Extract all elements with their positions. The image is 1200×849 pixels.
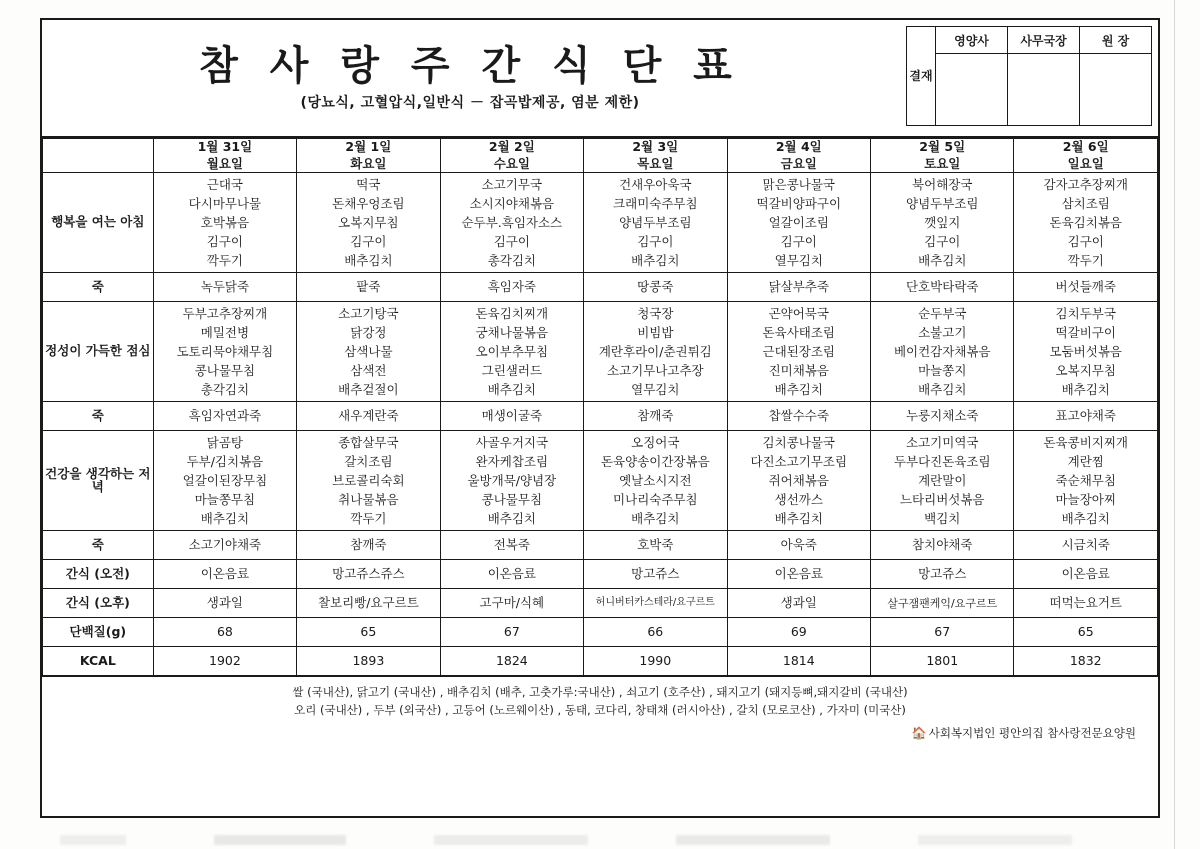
menu-item: 배추김치 [631, 511, 680, 526]
menu-item: 떡갈비구이 [1055, 325, 1116, 340]
menu-item: 쥐어채볶음 [768, 473, 829, 488]
day-date-tue: 2월 1일 [345, 139, 392, 154]
day-header-mon [153, 139, 296, 173]
menu-item: 백김치 [924, 511, 961, 526]
row-label-dinner: 건강을 생각하는 저녁 [43, 431, 154, 531]
protein-mon: 68 [153, 618, 296, 647]
breakfast-sun [1014, 173, 1158, 273]
menu-item: 다시마무나물 [188, 196, 262, 211]
menu-item: 청국장 [637, 306, 674, 321]
menu-item: 배추김치 [631, 253, 680, 268]
menu-item: 양념두부조림 [619, 215, 692, 230]
menu-item: 콩나물무침 [481, 492, 543, 507]
menu-item: 두부/김치볶음 [186, 454, 264, 469]
porridge3-sun: 시금치죽 [1014, 531, 1158, 560]
day-date-sat: 2월 5일 [919, 139, 966, 154]
porridge2-wed: 매생이굴죽 [440, 402, 583, 431]
menu-item: 총각김치 [487, 253, 536, 268]
menu-item: 오징어국 [631, 435, 680, 450]
menu-item: 김구이 [1067, 234, 1104, 249]
day-dow-wed: 수요일 [493, 155, 530, 171]
day-dow-sat: 토요일 [924, 155, 961, 171]
menu-item: 사골우거지국 [475, 435, 549, 450]
menu-item: 궁채나물볶음 [475, 325, 549, 340]
table-row-porridge-2 [43, 402, 1158, 431]
porridge3-wed: 전복죽 [440, 531, 583, 560]
menu-item: 돈육양송이간장볶음 [600, 454, 710, 469]
menu-item: 미나리숙주무침 [613, 492, 698, 507]
snack-am-fri: 이온음료 [727, 560, 870, 589]
menu-item: 깻잎지 [924, 215, 961, 230]
day-header-sat [871, 139, 1014, 173]
menu-item: 두부고추장찌개 [182, 306, 268, 321]
snack-pm-wed: 고구마/식혜 [440, 589, 583, 618]
kcal-thu: 1990 [584, 647, 727, 676]
menu-item: 열무김치 [774, 253, 823, 268]
porridge3-tue: 참깨죽 [297, 531, 440, 560]
menu-item: 오복지무침 [1055, 363, 1116, 378]
snack-am-sat: 망고쥬스 [871, 560, 1014, 589]
approval-label [906, 26, 936, 126]
menu-item: 진미채볶음 [768, 363, 829, 378]
day-date-mon: 1월 31일 [197, 139, 253, 154]
menu-item: 크래미숙주무침 [613, 196, 698, 211]
dinner-mon [153, 431, 296, 531]
menu-item: 생선까스 [774, 492, 823, 507]
day-header-thu [584, 139, 727, 173]
snack-am-sun: 이온음료 [1014, 560, 1158, 589]
kcal-wed: 1824 [440, 647, 583, 676]
day-dow-tue: 화요일 [350, 155, 387, 171]
dinner-sat [871, 431, 1014, 531]
organization-name: 사회복지법인 평안의집 참사랑전문요양원 [928, 725, 1136, 740]
menu-item: 삼색나물 [344, 344, 393, 359]
porridge2-sun: 표고야채죽 [1014, 402, 1158, 431]
porridge2-tue: 새우계란죽 [297, 402, 440, 431]
snack-pm-sun: 떠먹는요거트 [1014, 589, 1158, 618]
menu-item: 떡국 [356, 177, 381, 192]
menu-item: 소고기무국 [481, 177, 543, 192]
day-dow-sun: 일요일 [1067, 155, 1104, 171]
menu-item: 소불고기 [918, 325, 967, 340]
day-dow-thu: 목요일 [637, 155, 674, 171]
menu-item: 도토리묵야채무침 [176, 344, 274, 359]
menu-item: 비빔밥 [637, 325, 674, 340]
menu-item: 북어해장국 [912, 177, 973, 192]
dinner-thu [584, 431, 727, 531]
breakfast-sat [871, 173, 1014, 273]
menu-item: 갈치조림 [344, 454, 393, 469]
menu-item: 깍두기 [350, 511, 387, 526]
menu-item: 계란말이 [918, 473, 967, 488]
lunch-sun [1014, 302, 1158, 402]
dinner-fri [727, 431, 870, 531]
porridge1-tue: 팥죽 [297, 273, 440, 302]
approval-label-text-1: 결재 [909, 68, 933, 83]
table-row-snack-am [43, 560, 1158, 589]
menu-item: 소고기무나고추장 [607, 363, 704, 378]
dinner-tue [297, 431, 440, 531]
menu-item: 닭강정 [350, 325, 387, 340]
page-subtitle: (당뇨식, 고혈압식,일반식 － 잡곡밥제공, 염분 제한) [300, 95, 640, 111]
menu-item: 배추김치 [487, 511, 536, 526]
porridge3-fri: 아욱죽 [727, 531, 870, 560]
menu-item: 돈채우엉조림 [332, 196, 405, 211]
kcal-tue: 1893 [297, 647, 440, 676]
menu-item: 소고기미역국 [906, 435, 979, 450]
day-date-fri: 2월 4일 [775, 139, 822, 154]
menu-item: 마늘장아찌 [1055, 492, 1116, 507]
approval-column-office-director [1008, 26, 1080, 126]
porridge3-thu: 호박죽 [584, 531, 727, 560]
menu-item: 돈육사태조림 [762, 325, 835, 340]
menu-item: 김치콩나물국 [762, 435, 835, 450]
snack-pm-mon: 생과일 [153, 589, 296, 618]
protein-sat: 67 [871, 618, 1014, 647]
day-date-sun: 2월 6일 [1062, 139, 1109, 154]
protein-tue: 65 [297, 618, 440, 647]
table-row-breakfast [43, 173, 1158, 273]
day-date-wed: 2월 2일 [488, 139, 535, 154]
porridge1-fri: 닭살부추죽 [727, 273, 870, 302]
menu-item: 돈육콩비지찌개 [1043, 435, 1128, 450]
menu-item: 모둠버섯볶음 [1049, 344, 1122, 359]
breakfast-tue [297, 173, 440, 273]
page-title: 참 사 랑 주 간 식 단 표 [199, 43, 741, 89]
menu-item: 순두부.흑임자소스 [461, 215, 563, 230]
menu-item: 종합살무국 [338, 435, 399, 450]
menu-item: 김구이 [350, 234, 387, 249]
menu-item: 떡갈비양파구이 [756, 196, 842, 211]
menu-item: 다진소고기무조림 [750, 454, 848, 469]
menu-item: 깍두기 [1067, 253, 1104, 268]
menu-item: 호박볶음 [200, 215, 250, 230]
porridge2-sat: 누룽지채소죽 [871, 402, 1014, 431]
lunch-tue [297, 302, 440, 402]
porridge2-fri: 찹쌀수수죽 [727, 402, 870, 431]
snack-am-wed: 이온음료 [440, 560, 583, 589]
menu-item: 맑은콩나물국 [762, 177, 835, 192]
protein-thu: 66 [584, 618, 727, 647]
menu-item: 돈육김치찌개 [475, 306, 549, 321]
menu-item: 그린샐러드 [481, 363, 543, 378]
menu-item: 돈육김치볶음 [1049, 215, 1122, 230]
menu-item: 죽순채무침 [1055, 473, 1116, 488]
logo-icon: 🏠 [911, 725, 926, 740]
menu-item: 콩나물무침 [194, 363, 256, 378]
menu-item: 김치두부국 [1055, 306, 1116, 321]
menu-item: 배추김치 [918, 253, 967, 268]
origin-note-line-2: 오리 (국내산) , 두부 (외국산) , 고등어 (노르웨이산) , 동태, 코다리, 창태채 (러시아산) , 갈치 (모로코산) , 가자미 (미국산) [294, 702, 906, 717]
weekly-menu-table [42, 138, 1158, 676]
snack-am-tue: 망고쥬스쥬스 [297, 560, 440, 589]
row-label-kcal: KCAL [43, 647, 154, 676]
table-row-kcal [43, 647, 1158, 676]
breakfast-thu [584, 173, 727, 273]
menu-item: 베이컨감자채볶음 [893, 344, 991, 359]
porridge1-sat: 단호박타락죽 [871, 273, 1014, 302]
approval-box [906, 26, 1152, 126]
menu-item: 옛날소시지전 [619, 473, 692, 488]
lunch-mon [153, 302, 296, 402]
origin-note-line-1: 쌀 (국내산), 닭고기 (국내산) , 배추김치 (배추, 고춧가루:국내산) , 쇠고기 (호주산) , 돼지고기 (돼지등뼈,돼지갈비 (국내산) [292, 685, 908, 699]
row-label-protein: 단백질(g) [43, 618, 154, 647]
menu-item: 배추김치 [918, 382, 967, 397]
approval-column-director [1080, 26, 1152, 126]
row-label-breakfast: 행복을 여는 아침 [43, 173, 154, 273]
row-label-porridge-3: 죽 [43, 531, 154, 560]
approval-signature-director[interactable] [1080, 54, 1151, 125]
day-date-thu: 2월 3일 [632, 139, 679, 154]
kcal-mon: 1902 [153, 647, 296, 676]
snack-pm-sat: 살구잼팬케익/요구르트 [871, 589, 1014, 618]
menu-item: 배추김치 [487, 382, 536, 397]
menu-item: 건새우아욱국 [619, 177, 692, 192]
protein-sun: 65 [1014, 618, 1158, 647]
day-dow-fri: 금요일 [780, 155, 817, 171]
scan-edge-right [1174, 0, 1175, 849]
menu-item: 오이부추무침 [475, 344, 549, 359]
porridge3-mon: 소고기야채죽 [153, 531, 296, 560]
menu-item: 열무김치 [631, 382, 680, 397]
menu-item: 계란후라이/춘권튀김 [598, 344, 712, 359]
menu-item: 곤약어묵국 [768, 306, 829, 321]
menu-item: 배추김치 [774, 511, 823, 526]
snack-am-mon: 이온음료 [153, 560, 296, 589]
snack-pm-tue: 찰보리빵/요구르트 [297, 589, 440, 618]
origin-note [42, 676, 1158, 746]
menu-item: 김구이 [493, 234, 530, 249]
row-label-snack-pm: 간식 (오후) [43, 589, 154, 618]
lunch-thu [584, 302, 727, 402]
table-row-snack-pm [43, 589, 1158, 618]
menu-item: 느타리버섯볶음 [899, 492, 985, 507]
protein-wed: 67 [440, 618, 583, 647]
corner-cell [43, 139, 154, 173]
table-row-lunch [43, 302, 1158, 402]
kcal-sun: 1832 [1014, 647, 1158, 676]
menu-item: 계란찜 [1067, 454, 1104, 469]
approval-signature-nutritionist[interactable] [936, 54, 1007, 125]
kcal-fri: 1814 [727, 647, 870, 676]
lunch-wed [440, 302, 583, 402]
dinner-wed [440, 431, 583, 531]
porridge1-thu: 땅콩죽 [584, 273, 727, 302]
menu-item: 얼갈이된장무침 [182, 473, 268, 488]
menu-item: 메밀전병 [200, 325, 250, 340]
menu-item: 순두부국 [918, 306, 967, 321]
snack-am-thu: 망고쥬스 [584, 560, 727, 589]
menu-item: 근대국 [206, 177, 244, 192]
breakfast-wed [440, 173, 583, 273]
approval-header-nutritionist: 영양사 [936, 27, 1007, 54]
table-header-row [43, 139, 1158, 173]
kcal-sat: 1801 [871, 647, 1014, 676]
porridge1-sun: 버섯들깨죽 [1014, 273, 1158, 302]
menu-item: 배추김치 [1061, 511, 1110, 526]
menu-item: 얼갈이조림 [768, 215, 829, 230]
day-header-tue [297, 139, 440, 173]
day-header-wed [440, 139, 583, 173]
menu-item: 배추김치 [200, 511, 250, 526]
menu-item: 배추김치 [774, 382, 823, 397]
row-label-porridge-1: 죽 [43, 273, 154, 302]
row-label-snack-am: 간식 (오전) [43, 560, 154, 589]
menu-item: 오복지무침 [338, 215, 399, 230]
approval-column-nutritionist [936, 26, 1008, 126]
menu-item: 감자고추장찌개 [1043, 177, 1128, 192]
menu-item: 취나물볶음 [338, 492, 399, 507]
breakfast-fri [727, 173, 870, 273]
approval-columns [936, 26, 1152, 126]
porridge2-thu: 참깨죽 [584, 402, 727, 431]
porridge1-wed: 흑임자죽 [440, 273, 583, 302]
approval-header-office-director: 사무국장 [1008, 27, 1079, 54]
porridge1-mon: 녹두닭죽 [153, 273, 296, 302]
protein-fri: 69 [727, 618, 870, 647]
menu-item: 김구이 [206, 234, 244, 249]
menu-item: 소시지야채볶음 [469, 196, 555, 211]
menu-item: 근대된장조림 [762, 344, 835, 359]
menu-item: 김구이 [780, 234, 817, 249]
menu-document [40, 18, 1160, 818]
snack-pm-thu: 허니버터카스테라/요구르트 [584, 589, 727, 618]
day-header-sun [1014, 139, 1158, 173]
document-header [42, 20, 1158, 138]
menu-item: 김구이 [637, 234, 674, 249]
menu-item: 배추김치 [1061, 382, 1110, 397]
table-row-protein [43, 618, 1158, 647]
breakfast-mon [153, 173, 296, 273]
menu-item: 김구이 [924, 234, 961, 249]
scan-artifact-bottom [60, 835, 1160, 845]
approval-signature-office-director[interactable] [1008, 54, 1079, 125]
menu-item: 완자케찹조림 [475, 454, 549, 469]
menu-item: 배추겉절이 [338, 382, 399, 397]
lunch-fri [727, 302, 870, 402]
menu-item: 닭곰탕 [206, 435, 244, 450]
menu-item: 삼색전 [350, 363, 387, 378]
menu-item: 깍두기 [206, 253, 244, 268]
table-row-dinner [43, 431, 1158, 531]
menu-item: 양념두부조림 [906, 196, 979, 211]
porridge2-mon: 흑임자연과죽 [153, 402, 296, 431]
day-dow-mon: 월요일 [206, 155, 244, 171]
menu-item: 배추김치 [344, 253, 393, 268]
table-row-porridge-3 [43, 531, 1158, 560]
row-label-lunch: 정성이 가득한 점심 [43, 302, 154, 402]
menu-item: 총각김치 [200, 382, 250, 397]
dinner-sun [1014, 431, 1158, 531]
menu-item: 브로콜리숙회 [332, 473, 405, 488]
table-row-porridge-1 [43, 273, 1158, 302]
menu-item: 삼치조림 [1061, 196, 1110, 211]
menu-item: 소고기탕국 [338, 306, 399, 321]
lunch-sat [871, 302, 1014, 402]
approval-header-director: 원 장 [1080, 27, 1151, 54]
menu-item: 마늘쫑지 [918, 363, 967, 378]
snack-pm-fri: 생과일 [727, 589, 870, 618]
menu-item: 울방개묵/양념장 [467, 473, 557, 488]
porridge3-sat: 참치야채죽 [871, 531, 1014, 560]
row-label-porridge-2: 죽 [43, 402, 154, 431]
organization-signature [52, 724, 1148, 743]
day-header-fri [727, 139, 870, 173]
menu-item: 두부다진돈육조림 [893, 454, 991, 469]
menu-item: 마늘쫑무침 [194, 492, 256, 507]
